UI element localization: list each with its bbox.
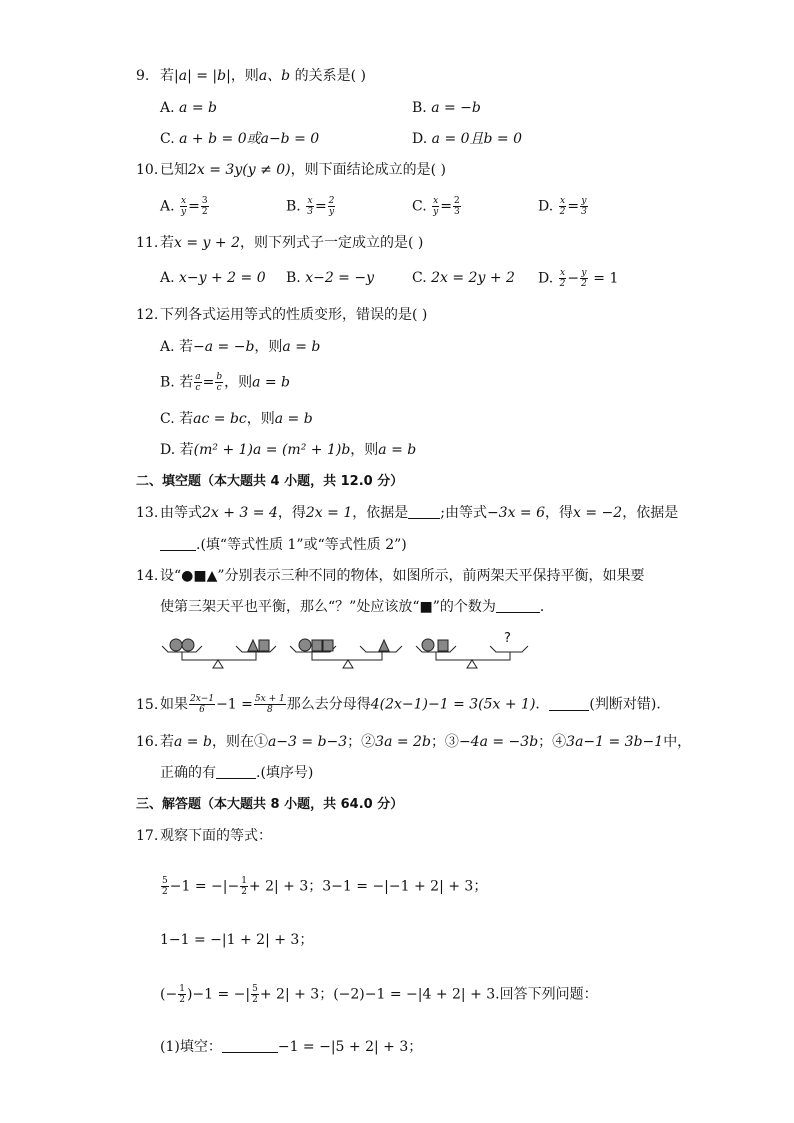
fulcrum-icon	[467, 660, 477, 668]
question-17-equation-1: $\frac{5}{2}$ −1 = −|− $\frac{1}{2}$ + 2| + 3；3−1 = −|−1 + 2| + 3；	[162, 876, 488, 897]
question-mark: ?	[504, 631, 511, 646]
question-number: 17.	[136, 828, 159, 844]
question-number: 11.	[136, 235, 159, 251]
question-number: 13.	[136, 505, 159, 521]
option-d[interactable]: D. $\frac{x}{2}$ = $\frac{y}{3}$	[538, 196, 587, 217]
option-b[interactable]: B. x−2 = −y	[286, 270, 375, 286]
option-c[interactable]: C. $\frac{x}{y}$ = $\frac{2}{3}$	[412, 196, 460, 217]
square-icon	[259, 640, 269, 651]
balance-scale-2	[290, 639, 402, 668]
question-number: 10.	[136, 162, 159, 178]
option-a[interactable]: A. $\frac{x}{y}$ = $\frac{3}{2}$	[160, 196, 208, 217]
answer-blank[interactable]	[222, 1038, 278, 1053]
section-heading-solutions: 三、解答题（本大题共 8 小题，共 64.0 分）	[136, 797, 404, 812]
answer-blank[interactable]	[160, 536, 196, 551]
question-13-stem: 13. 由等式2x + 3 = 4，得2x = 1，依据是 ;由等式−3x = 6，得x = −2，依据是	[136, 505, 679, 521]
question-17-equation-3: (− $\frac{1}{2}$ )−1 = −| $\frac{5}{2}$ + 2| + 3；(−2)−1 = −|4 + 2| + 3.回答下列问题：	[160, 984, 598, 1005]
question-17-stem: 17. 观察下面的等式：	[136, 828, 272, 844]
question-number: 15.	[136, 696, 159, 713]
question-14-line2: 使第三架天平也平衡，那么“？”处应该放“■”的个数为 ．	[160, 599, 554, 615]
question-17-equation-2: 1−1 = −|1 + 2| + 3；	[160, 932, 314, 948]
question-10-stem: 10. 已知2x = 3y(y ≠ 0)，则下面结论成立的是( )	[136, 162, 446, 178]
square-icon	[438, 640, 448, 651]
option-d[interactable]: D. a = 0且b = 0	[412, 131, 523, 147]
question-number: 12.	[136, 307, 159, 323]
question-12-stem: 12. 下列各式运用等式的性质变形，错误的是( )	[136, 307, 428, 323]
answer-blank[interactable]	[408, 504, 440, 519]
answer-blank[interactable]	[216, 764, 256, 779]
circle-icon	[182, 639, 194, 651]
option-c[interactable]: C. a + b = 0或a−b = 0	[160, 131, 320, 147]
question-11-stem: 11. 若x = y + 2，则下列式子一定成立的是( )	[136, 235, 424, 251]
option-b[interactable]: B. $\frac{x}{3}$ = $\frac{2}{y}$	[286, 196, 335, 217]
square-icon	[323, 640, 333, 651]
question-16-line2: 正确的有 .(填序号)	[160, 765, 314, 781]
question-9-stem: 9. 若|a| = |b|，则a、b 的关系是( )	[136, 68, 366, 84]
question-13-line2: .(填“等式性质 1”或“等式性质 2”)	[160, 535, 407, 555]
option-c[interactable]: C. 若ac = bc，则a = b	[160, 411, 313, 427]
triangle-icon	[379, 640, 389, 651]
option-c[interactable]: C. 2x = 2y + 2	[412, 270, 515, 286]
option-b[interactable]: B. 若 $\frac{a}{c}$ = $\frac{b}{c}$ ，则a = b	[160, 372, 291, 393]
section-heading-fill-blank: 二、填空题（本大题共 4 小题，共 12.0 分）	[136, 474, 404, 489]
circle-icon	[422, 639, 434, 651]
circle-icon	[170, 639, 182, 651]
option-b[interactable]: B. a = −b	[412, 100, 481, 116]
question-15-stem: 15. 如果 $\frac{2x-1}{6}$ −1 = $\frac{5x + 1}{8}$ 那么去分母得4(2x−1)−1 = 3(5x + 1)． (判断对错)．	[136, 694, 671, 715]
balance-scale-1	[162, 639, 276, 668]
question-16-stem: 16. 若a = b，则在①a−3 = b−3；②3a = 2b；③−4a = −3b；④3a−1 = 3b−1中，	[136, 734, 692, 750]
fulcrum-icon	[213, 660, 223, 668]
answer-blank[interactable]	[496, 598, 540, 613]
balance-scale-3	[416, 639, 528, 668]
fulcrum-icon	[343, 660, 353, 668]
question-14-stem: 14. 设“●■▲”分别表示三种不同的物体，如图所示，前两架天平保持平衡，如果要	[136, 568, 645, 584]
option-d[interactable]: D. 若(m² + 1)a = (m² + 1)b，则a = b	[160, 442, 417, 458]
option-a[interactable]: A. x−y + 2 = 0	[160, 270, 266, 286]
triangle-icon	[248, 640, 258, 651]
option-a[interactable]: A. 若−a = −b，则a = b	[160, 339, 321, 355]
question-number: 14.	[136, 568, 159, 584]
question-number: 16.	[136, 734, 159, 750]
option-d[interactable]: D. $\frac{x}{2}$ − $\frac{y}{2}$ = 1	[538, 268, 619, 289]
balance-scales-figure	[160, 628, 540, 674]
circle-icon	[299, 639, 311, 651]
answer-blank[interactable]	[549, 696, 589, 711]
question-17-part-1: (1)填空： −1 = −|5 + 2| + 3；	[160, 1039, 423, 1055]
square-icon	[312, 640, 322, 651]
option-a[interactable]: A. a = b	[160, 100, 217, 116]
question-number: 9.	[136, 68, 150, 84]
